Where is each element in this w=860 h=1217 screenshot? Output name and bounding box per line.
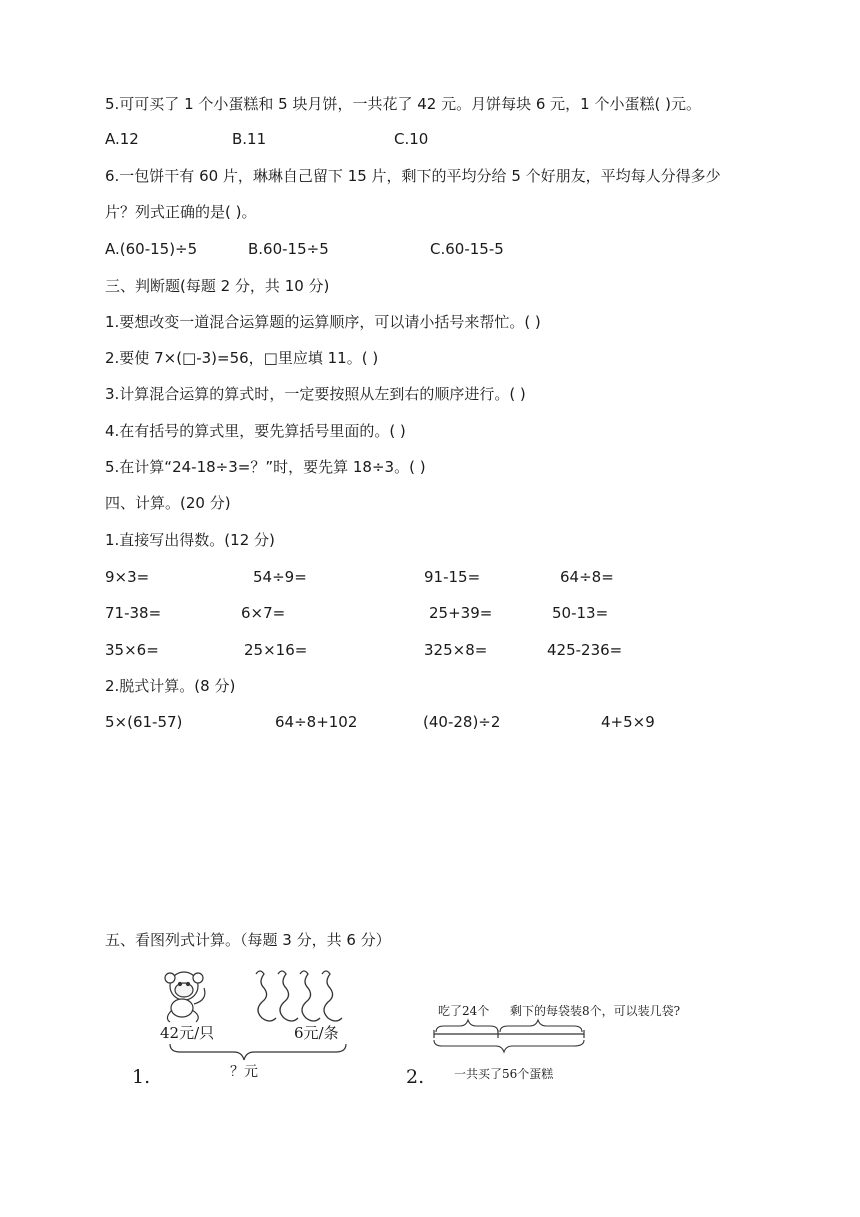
calc-item: 71-38=: [105, 604, 162, 622]
calc-item: 9×3=: [105, 568, 150, 586]
calc-item: 50-13=: [552, 604, 609, 622]
question-6-text-line2: 片？列式正确的是( )。: [105, 203, 257, 221]
figure-2-number: 2.: [406, 1066, 425, 1088]
q6-option-b[interactable]: B.60-15÷5: [248, 240, 329, 258]
monkey-icon: [165, 972, 205, 1022]
expr-item: (40-28)÷2: [423, 713, 501, 731]
picture-heading: 五、看图列式计算。（每题 3 分，共 6 分）: [105, 931, 391, 949]
calc-sub2-heading: 2.脱式计算。(8 分): [105, 677, 236, 695]
q5-option-b[interactable]: B.11: [232, 130, 267, 148]
figure-1-monkey-snakes: [150, 960, 380, 1080]
judge-item-5: 5.在计算“24-18÷3=？”时，要先算 18÷3。( ): [105, 458, 426, 476]
snake-icon: [256, 971, 342, 1021]
figure-1-total: ？元: [230, 1064, 258, 1080]
judge-item-4: 4.在有括号的算式里，要先算括号里面的。( ): [105, 422, 406, 440]
brace: [170, 1044, 346, 1060]
q5-option-c[interactable]: C.10: [394, 130, 429, 148]
calc-item: 25+39=: [429, 604, 493, 622]
calc-item: 425-236=: [547, 641, 623, 659]
figure-2-eaten: 吃了24个: [438, 1004, 490, 1018]
judge-item-1: 1.要想改变一道混合运算题的运算顺序，可以请小括号来帮忙。( ): [105, 313, 541, 331]
figure-2-rest: 剩下的每袋装8个，可以装几袋?: [510, 1004, 681, 1018]
q6-option-c[interactable]: C.60-15-5: [430, 240, 504, 258]
brace: [500, 1020, 582, 1032]
expr-item: 5×(61-57): [105, 713, 183, 731]
q5-option-a[interactable]: A.12: [105, 130, 139, 148]
calc-item: 91-15=: [424, 568, 481, 586]
calc-heading: 四、计算。(20 分): [105, 494, 231, 512]
calc-item: 325×8=: [424, 641, 488, 659]
figure-1-price-a: 42元/只: [160, 1024, 215, 1042]
q6-option-a[interactable]: A.(60-15)÷5: [105, 240, 198, 258]
calc-item: 6×7=: [241, 604, 286, 622]
figure-2-total: 一共买了56个蛋糕: [454, 1067, 554, 1081]
judge-heading: 三、判断题(每题 2 分，共 10 分): [105, 277, 330, 295]
calc-item: 54÷9=: [253, 568, 307, 586]
question-5-text: 5.可可买了 1 个小蛋糕和 5 块月饼，一共花了 42 元。月饼每块 6 元，1 个小蛋糕( )元。: [105, 95, 701, 113]
calc-sub1-heading: 1.直接写出得数。(12 分): [105, 531, 275, 549]
judge-item-3: 3.计算混合运算的算式时，一定要按照从左到右的顺序进行。( ): [105, 385, 526, 403]
figure-1-price-b: 6元/条: [294, 1024, 339, 1042]
calc-item: 64÷8=: [560, 568, 614, 586]
judge-item-2: 2.要使 7×(□-3)=56，□里应填 11。( ): [105, 349, 379, 367]
brace: [436, 1020, 498, 1032]
calc-item: 35×6=: [105, 641, 159, 659]
question-6-text-line1: 6.一包饼干有 60 片，琳琳自己留下 15 片，剩下的平均分给 5 个好朋友，平均每人分得多少: [105, 167, 721, 185]
figure-1-number: 1.: [132, 1066, 151, 1088]
expr-item: 4+5×9: [601, 713, 655, 731]
calc-item: 25×16=: [244, 641, 308, 659]
brace: [434, 1040, 584, 1052]
figure-2-cake-bar: [430, 998, 730, 1088]
expr-item: 64÷8+102: [275, 713, 358, 731]
